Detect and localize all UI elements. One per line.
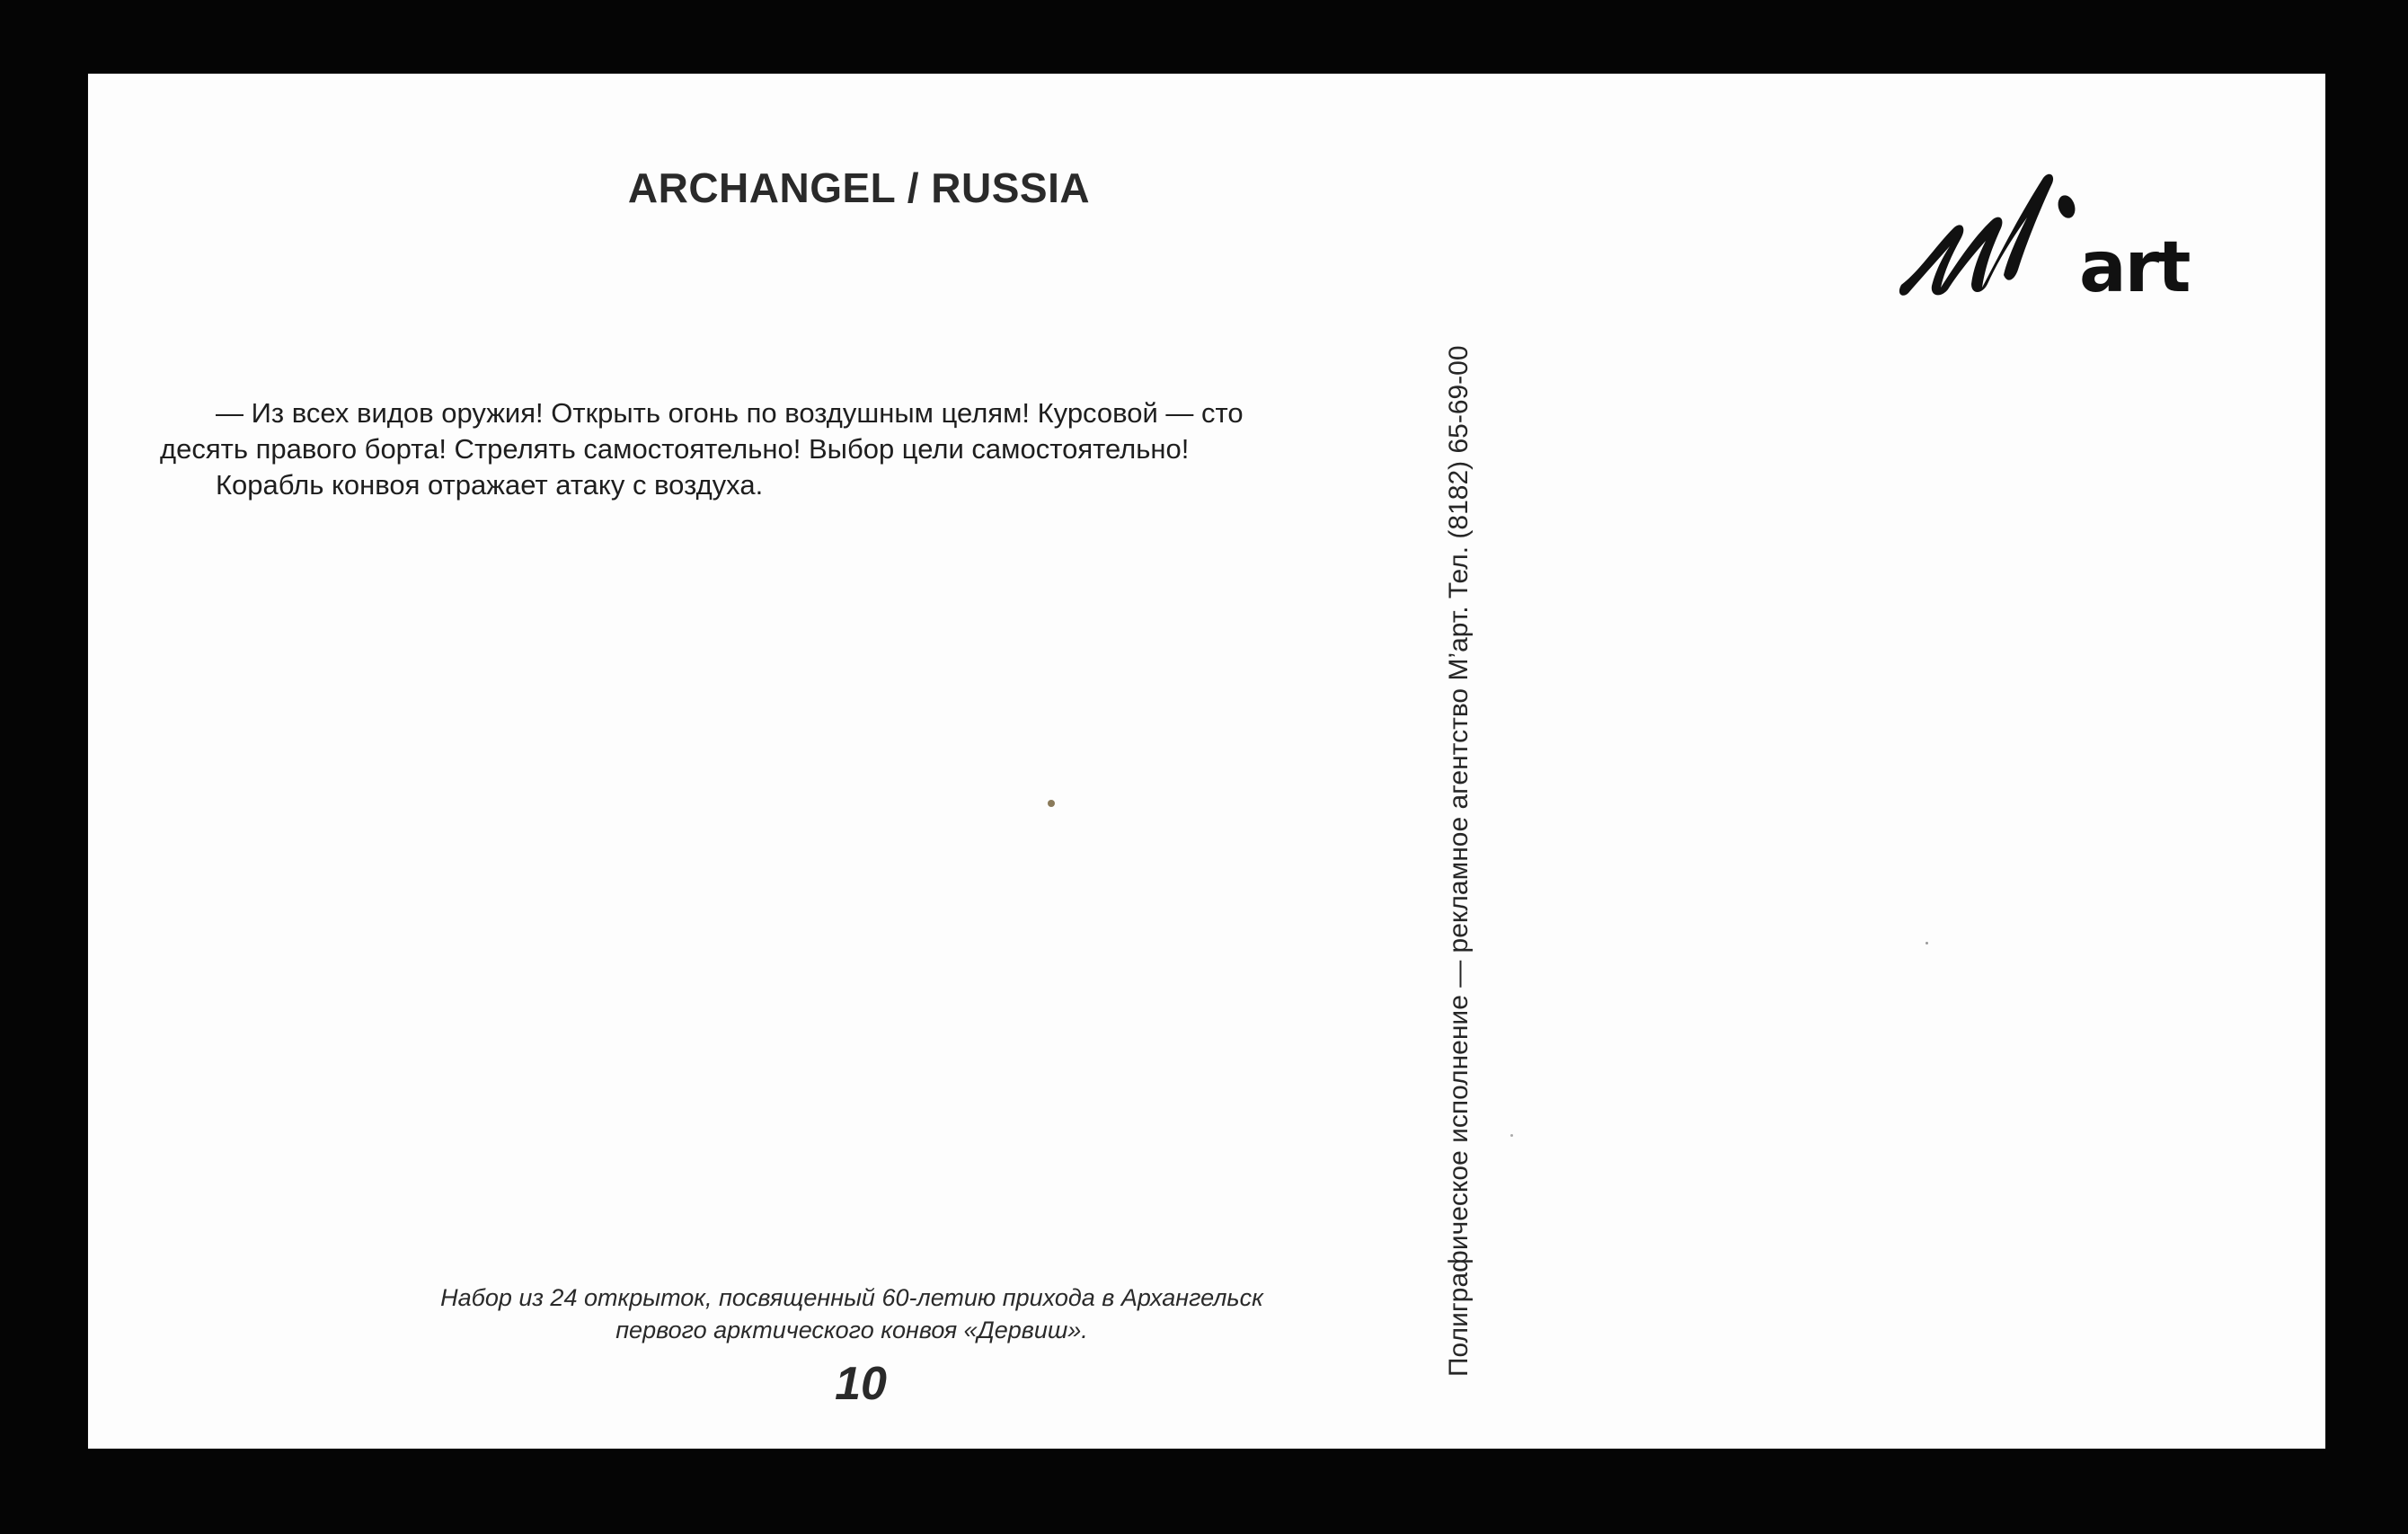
set-caption xyxy=(268,1281,1436,1346)
paper-speck xyxy=(1926,942,1928,944)
paper-speck xyxy=(1048,800,1055,807)
body-line: десять правого борта! Стрелять самостоятельно! Выбор цели самостоятельно! xyxy=(160,433,1190,465)
logo-m-stroke xyxy=(1899,174,2053,296)
body-line: — Из всех видов оружия! Открыть огонь по воздушным целям! Курсовой — сто xyxy=(216,397,1244,429)
postcard-heading: ARCHANGEL / RUSSIA xyxy=(627,164,1091,211)
logo-art-text: art xyxy=(2079,227,2190,298)
body-line: Корабль конвоя отражает атаку с воздуха. xyxy=(216,469,764,501)
postcard-body-text xyxy=(160,395,1400,503)
paper-speck xyxy=(1510,1134,1513,1137)
printing-imprint: Полиграфическое исполнение — рекламное агентство М’арт. Тел. (8182) 65-69-00 xyxy=(1444,345,1474,1377)
logo-apostrophe xyxy=(2055,193,2077,220)
mart-logo xyxy=(1892,164,2234,298)
caption-line: Набор из 24 открыток, посвященный 60-летию прихода в Архангельск xyxy=(440,1284,1263,1311)
card-number: 10 xyxy=(835,1358,887,1410)
postcard-back xyxy=(88,74,2325,1449)
caption-line: первого арктического конвоя «Дервиш». xyxy=(615,1317,1088,1343)
